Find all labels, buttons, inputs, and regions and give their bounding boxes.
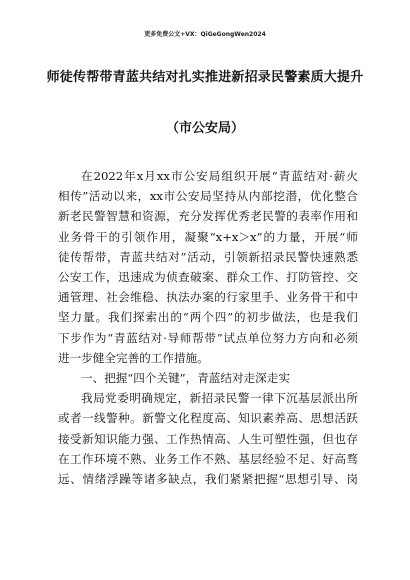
body-line: 我局党委明确规定，新招录民警一律下沉基层派出所	[81, 391, 358, 406]
body-line: 坚力量。我们探索出的“两个四”的初步做法，也是我们	[58, 310, 358, 325]
body-line: 新老民警智慧和资源，充分发挥优秀老民警的表率作用和	[58, 209, 358, 224]
body-line: 业务骨干的引领作用，凝聚“x+x＞x”的力量，开展“师	[58, 229, 358, 244]
body-line: 接受新知识能力强、工作热情高、人生可塑性强，但也存	[58, 431, 358, 446]
body-line: 远、情绪浮躁等诸多缺点，我们紧紧把握“思想引导、岗	[58, 472, 358, 487]
body-line: 下步作为“青蓝结对·导师帮带”试点单位努力方向和必须	[58, 330, 358, 345]
body-line: 或者一线警种。新警文化程度高、知识素养高、思想活跃	[58, 411, 358, 426]
body-line: 在2022年x月xx市公安局组织开展“青蓝结对·薪火	[81, 169, 358, 183]
body-line: 公安工作，迅速成为侦查破案、群众工作、打防管控、交	[58, 270, 358, 285]
body-line: 徒传帮带，青蓝共结对”活动，引领新招录民警快速熟悉	[58, 249, 358, 264]
document-title: 师徒传帮带青蓝共结对扎实推进新招录民警素质大提升	[46, 70, 364, 85]
body-line: 进一步健全完善的工作措施。	[58, 350, 209, 365]
body-line: 相传”活动以来，xx市公安局坚持从内部挖潜，优化整合	[58, 189, 358, 204]
document-body	[58, 166, 358, 489]
section-heading: 一、把握“四个关键”，青蓝结对走深走实	[81, 371, 290, 386]
body-line: 在工作环境不熟、业务工作不熟、基层经验不足、好高骛	[58, 451, 358, 466]
header-note: 更多免费公文+VX：QiGeGongWen2024	[144, 31, 266, 38]
body-line: 通管理、社会维稳、执法办案的行家里手、业务骨干和中	[58, 290, 358, 305]
document-subtitle: （市公安局）	[165, 121, 244, 136]
